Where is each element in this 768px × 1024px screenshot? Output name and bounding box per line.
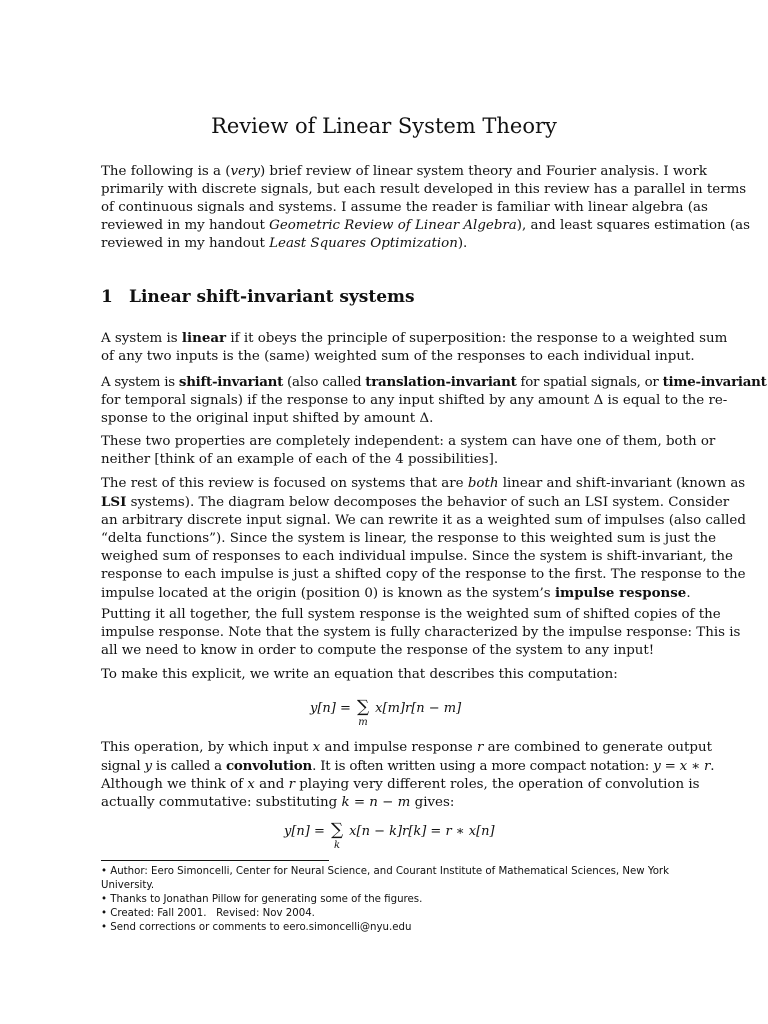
paragraph-independence [101,433,716,469]
term: LSI [101,494,127,510]
text: gives: [410,795,455,810]
text-line [101,739,712,757]
paragraph-convolution [101,739,715,812]
text: ). [457,236,468,251]
section-heading [101,285,415,309]
footnote-line: University. [101,880,155,891]
text-line [101,235,667,253]
paragraph-shift-invariant [101,373,767,428]
paragraph-explicit [101,666,667,684]
footnote-thanks: • Thanks to Jonathan Pillow for generating some of the figures. [101,894,423,905]
equation-commutative [284,820,495,851]
text-line: of any two inputs is the (same) weighted sum of the responses to each individual input. [101,349,695,364]
text-line: neither [think of an example of each of the 4 possibilities]. [101,452,499,467]
text-line: sponse to the original input shifted by amount Δ. [101,411,434,426]
text-line: These two properties are completely independent: a system can have one of them, both or [101,434,716,449]
math-var: x [247,777,255,792]
text: and impulse response [320,740,477,755]
text: The rest of this review is focused on systems that are [101,476,468,491]
text: . [686,586,691,601]
text: systems). The diagram below decomposes the behavior of such an LSI system. Consider [126,495,730,510]
paragraph-linear [101,329,728,366]
text-line [101,329,728,348]
text: signal [101,759,145,774]
sigma: ∑ [356,697,370,717]
math-var: r [288,777,295,792]
summation-symbol [355,697,371,728]
handout-title: Least Squares Optimization [269,236,458,251]
footnote-contact: • Send corrections or comments to eero.simoncelli@nyu.edu [101,922,412,933]
text-line: response to each impulse is just a shifted copy of the response to the first. The response to the [101,567,746,582]
text: A system is [101,375,179,390]
text: reviewed in my handout [101,236,270,251]
text-line: all we need to know in order to compute the response of the system to any input! [101,643,655,658]
summation-index: m [358,717,368,728]
equation-rhs: x[n − k]r[k] = r ∗ x[n] [349,824,495,839]
text: (also called [283,375,366,390]
term: translation-invariant [365,374,517,390]
sigma: ∑ [330,820,344,840]
text-line: weighed sum of responses to each individual impulse. Since the system is shift-invariant, the [101,549,733,564]
text: reviewed in my handout [101,218,270,233]
text: Although we think of [101,777,248,792]
text-line: impulse response. Note that the system is fully characterized by the impulse response: This is [101,625,741,640]
math-inline: k = n − m [341,795,411,810]
text-line [101,794,667,812]
emphasis: very [230,164,260,179]
text-line: To make this explicit, we write an equation that describes this computation: [101,667,618,682]
paragraph-summary [101,606,741,660]
handout-title: Geometric Review of Linear Algebra [269,218,517,233]
term: linear [181,330,227,346]
math-inline: y = x ∗ r [653,759,711,774]
footnote-author [101,865,671,893]
text: is called a [151,759,226,774]
page-title: Review of Linear System Theory [211,114,557,138]
text: if it obeys the principle of superposition: the response to a weighted sum [226,331,728,346]
text: A system is [101,331,182,346]
term: impulse response [554,585,687,601]
text-line [101,163,707,181]
text-line: of continuous signals and systems. I assume the reader is familiar with linear algebra (as [101,200,708,215]
footnote-dates: • Created: Fall 2001. Revised: Nov 2004. [101,908,315,919]
text-line: primarily with discrete signals, but each result developed in this review has a parallel in terms [101,182,747,197]
text: . [710,759,715,774]
equation-lhs: y[n] = [284,824,330,839]
equation-convolution [310,697,462,728]
text: and [254,777,289,792]
text: ) brief review of linear system theory and Fourier analysis. I work [259,164,707,179]
text: impulse located at the origin (position 0) is known as the system’s [101,586,555,601]
text-line [101,217,751,235]
text: playing very different roles, the operation of convolution is [294,777,700,792]
text: linear and shift-invariant (known as [498,476,746,491]
intro-paragraph [101,163,751,253]
text: actually commutative: substituting [101,795,342,810]
text-line: “delta functions”). Since the system is linear, the response to this weighted sum is just the [101,531,717,546]
text-line [101,776,700,794]
text: are combined to generate output [483,740,712,755]
section-title: Linear shift-invariant systems [129,287,415,307]
text: The following is a ( [101,164,231,179]
term: convolution [225,758,313,774]
emphasis: both [467,476,499,491]
math-var: y [144,759,152,774]
text-line [101,475,746,493]
text-line [101,373,767,392]
text-line: an arbitrary discrete input signal. We can rewrite it as a weighted sum of impulses (also called [101,513,746,528]
summation-index: k [334,840,341,851]
text: This operation, by which input [101,740,313,755]
equation-rhs: x[m]r[n − m] [375,701,462,716]
paragraph-lsi [101,475,746,603]
text: ), and least squares estimation (as [516,218,751,233]
text-line [101,493,730,512]
equation-lhs: y[n] = [310,701,356,716]
text-line: Putting it all together, the full system response is the weighted sum of shifted copies of the [101,607,721,622]
summation-symbol [329,820,345,851]
section-number: 1 [101,287,113,307]
term: time-invariant [662,374,767,390]
footnote-line: • Author: Eero Simoncelli, Center for Neural Science, and Courant Institute of Mathematical Sciences, New York [101,866,670,877]
text-line [101,757,715,776]
math-var: x [312,740,321,755]
text-line [101,584,691,603]
text: for spatial signals, or [516,375,663,390]
math-var: r [476,740,484,755]
text-line: for temporal signals) if the response to any input shifted by any amount Δ is equal to the re- [101,393,728,408]
text: . It is often written using a more compact notation: [312,759,654,774]
footnote-rule [101,860,329,861]
term: shift-invariant [178,374,284,390]
